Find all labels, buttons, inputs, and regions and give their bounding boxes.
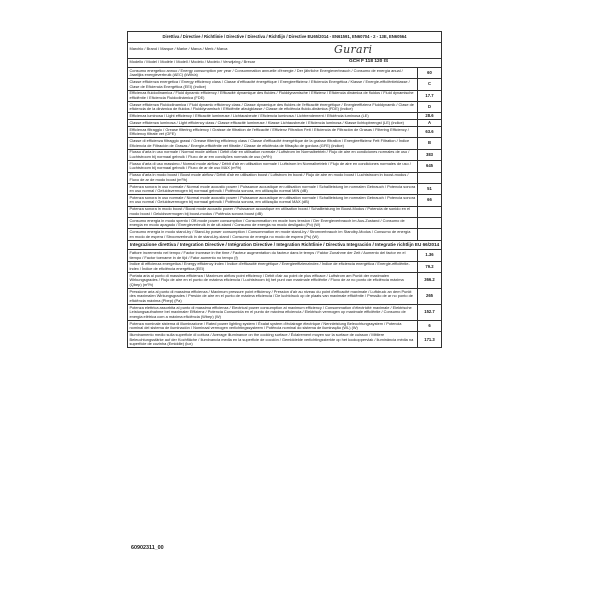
row-value	[417, 218, 441, 229]
row-value: 66	[417, 195, 441, 206]
row-value: D	[417, 102, 441, 113]
table-row	[128, 138, 442, 149]
row-label: Potenza sonora in uso normale / Normal mode acoustic power / Puissance acoustique en utilisation normale / Schallleistung im normalen Gebrauch / Potencia sonora en uso normal / Geluidsvermogen bij normaal gebruik / Potência sonora, em utilização normal MAX (dB)	[128, 195, 418, 206]
row-label: Flusso d'aria in modo boost / Boost mode airflow / Débit d'air en utilisation boost / Luftstrom im boost / Flujo de aire en modo boost / Luchtstroom in boost-modus / Fluxo de ar de modo boost (m³/h)	[128, 172, 418, 183]
row-label: Fattore incremento nel tempo / Factor increase in the time / Facteur augmentation du facteur dans le temps / Faktor Zunahme der Zeit / Aumento del factor en el tiempo / Factor toename in de tijd / Fator aumento no tempo (f)	[128, 250, 418, 261]
table-row	[128, 67, 442, 78]
row-label: Efficienza filtraggio / Grease filtering efficiency / Graisse de filtration de l'efficacité / Effizienz Filtration Fett / Eficiencia de Filtración de Grasas / Filtering Efficiency / Efficiency filtrate vet (GFE)	[128, 127, 418, 138]
row-label: Classe efficienza energetica / Energy efficiency class / Classe d'efficacité énergétique / Energieeffizienz / Eficiencia Energética / Klasse / Energie-efficiëntieklasse / Clase de Eficiencia Energética (EEI) (indice)	[128, 79, 418, 90]
table-row	[128, 332, 442, 348]
brand-label: Marchio / Brand / Marque / Marke / Marca / Merk / Marca	[129, 46, 228, 52]
table-row	[128, 229, 442, 240]
table-row	[128, 183, 442, 194]
row-label: Portata aria al punto di massima efficienza / Maximum airflow point efficiency / Débit d'air au point de plus efficace / Luftstrom am Punkt der maximalen Wirkungsgrades / Flujo de aire en el punto de máxima eficiencia / Luchtstroom bij het punt van maximale efficiëntie / Fluxo de ar no ponto de eficiência máxima (Qbep) (m³/h)	[128, 273, 418, 289]
row-label: Consumo energetico annuo / Energy consumption per year / Consommation annuelle d'énergie / Der jährliche Energieverbrauch / Consumo de energía anual / Jaarlijks energieverbruik (AEC) (kWh/a)	[128, 67, 418, 78]
row-label: Efficienza luminosa / Light efficiency / Efficacité lumineuse / Lichtausbeute / Eficiencia luminosa / Lichtrendement / Eficiência luminosa (LE)	[128, 113, 418, 120]
table-row	[128, 79, 442, 90]
table-row	[128, 321, 442, 332]
row-value: 63.6	[417, 127, 441, 138]
table-row	[128, 218, 442, 229]
row-value: 79.2	[417, 261, 441, 272]
table-row	[128, 195, 442, 206]
row-value: 171.3	[417, 332, 441, 348]
row-value: 60	[417, 67, 441, 78]
row-label: Classe di efficienza filtraggio grassi / Grease filtering efficiency class / Classe d'efficacité énergétique de la graisse filtration / Energieeffizienz Fett Filtration / Índice Eficiencia de Filtración de Grasas / Energie-efficiëntie vet filtratie / Classe de eficiência de filtração de gordura (GFE) (indice)	[128, 138, 418, 149]
table-row	[128, 206, 442, 217]
row-label: Illuminamento medio sulla superficie di cottura / Average illuminance on the cooking surface / Éclairement moyen sur la surface de cuisson / Mittlere Beleuchtungsstärke auf der Kochfläche / Iluminancia media en la superficie de cocción / Gemiddelde verlichtingssterkte op het kookoppervlak / Iluminância média na superfície de cozinha (Emiddle) (lux)	[128, 332, 418, 348]
row-label: Consumo energia in modo spento / Off-mode power consumption / Consommation en mode hors tension / Der Energieverbrauch im Aus-Zustand / Consumo de energía en modo apagado / Energieverbruik in de uit-stand / Consumo de energia no modo desligado (Po) (W)	[128, 218, 418, 229]
table-row	[128, 250, 442, 261]
table-row	[128, 127, 442, 138]
table-row	[128, 102, 442, 113]
row-value	[417, 206, 441, 217]
row-value: 28.6	[417, 113, 441, 120]
directive-header: Direttiva / Directive / Richtlinie / Directive / Directiva / Richtlijn / Directive EU65/2014 - EN61591, EN60704 - 2 - 13E, EN60564	[128, 32, 442, 43]
row-value: 1.36	[417, 250, 441, 261]
row-value	[417, 172, 441, 183]
row-label: Classe efficienza luminosa / Light efficiency class / Classe efficacité lumineuse / Klasse Lichtausbeute / Eficiencia luminosa / Klasse lichtopbrengst (LE) (indice)	[128, 120, 418, 127]
row-label: Flusso d'aria in uso normale / Normal mode airflow / Débit d'air en utilisation normale / Luftstrom im Normalbetrieb / Flujo de aire en condiciones normales de uso / Luchtstroom bij normaal gebruik / Fluxo de ar em condições normais de uso (m³/h)	[128, 149, 418, 160]
table-row	[128, 273, 442, 289]
row-value: C	[417, 79, 441, 90]
table-row	[128, 149, 442, 160]
table-row	[128, 172, 442, 183]
brand-logo: Gurari	[334, 42, 373, 56]
row-value: 6	[417, 321, 441, 332]
row-value: 366.2	[417, 273, 441, 289]
row-label: Potenza elettrica assorbita al punto di massima efficienza / Electrical power consumption at maximum efficiency / Consommation d'électricité maximale / Elektrische Leistungsaufnahme bei maximaler Effizienz / Potencia Consumida en el punto de máxima eficiencia / Elektrisch vermogen op maximale efficiëntie / Consumo de energia elétrica com a máxima eficiência (Wbep) (W)	[128, 305, 418, 321]
row-label: Potenza nominale sistema di illuminazione / Rated power lighting system / Éxalat system d'éclairage électrique / Nennleistung Beleuchtungssystem / Potencia nominal del sistema de iluminación / Nominaal vermogen verlichtingssysteem / Potência nominal do sistema de iluminação (WL) (W)	[128, 321, 418, 332]
table-row	[128, 261, 442, 272]
table-row	[128, 120, 442, 127]
row-value: 265	[417, 289, 441, 305]
row-value: 17.7	[417, 90, 441, 101]
row-label: Efficienza fluidodinamica / Fluid dynamic efficiency / Efficacité dynamique des fluides / Fluiddynamische / Effizienz / Eficiencia dinámica de fluidos / Fluid dynamische efficiëntie / Eficiencia Fluidodinámica (FDE)	[128, 90, 418, 101]
row-value: B	[417, 138, 441, 149]
table-row	[128, 305, 442, 321]
row-label: Consumo energia in modo stand-by / Stand-by power consumption / Consommation en mode stand-by / Stromverbrauch im Standby-Modus / Consumo de energía en modo de espera / Stroomverbruik in de stand-by-stand / Consumo de energia no modo de espera (Ps) (W)	[128, 229, 418, 240]
model-value: GCH F 118 120 IS	[349, 58, 389, 64]
row-value: 51	[417, 183, 441, 194]
row-label: Pressione aria al punto di massima efficienza / Maximum pressure point efficiency / Pression d'air au niveau du point d'efficacité maximale / Luftdruck an dem Punkt des maximalen Wirkungsgrades / Presión de aire en el punto de máxima eficiencia / De luchtdruck op de plaats van maximale efficiëntie / Pressão de ar no ponto de eficiência máxima (Pbep) (Pa)	[128, 289, 418, 305]
document-code: 60902311_00	[131, 545, 164, 551]
table-row	[128, 161, 442, 172]
brand-row	[128, 42, 442, 58]
model-label: Modello / Model / Modèle / Modell / Modelo / Modelo / Verwijzing / Brecar	[129, 59, 256, 65]
row-value	[417, 229, 441, 240]
table-row	[128, 90, 442, 101]
model-row	[128, 58, 442, 67]
row-value: 645	[417, 161, 441, 172]
row-label: Flusso d'aria di uso massimo / Normal mode airflow / Débit d'air en utilisation normale / Luftstrom im Normalbetrieb / Flujo de aire en condiciones normales de uso / Luchtstroom bij normaal gebruik / Fluxo de ar de uso MAX (m³/h)	[128, 161, 418, 172]
table-row	[128, 113, 442, 120]
table-row	[128, 289, 442, 305]
energy-data-table	[127, 31, 442, 348]
row-label: Classe efficienza Fluidodinamica / Fluid dynamic efficiency class / Classe dynamique des fluides de l'efficacité énergétique / Energieeffizienz Fluiddynamik / Clase de eficiencia de la dinámica de fluidos / Fluiddynamisch / Efficiëntie afzuigklasse / Classe de eficiência fluido-dinâmica (FDE) (indice)	[128, 102, 418, 113]
row-label: Potenza sonora in modo boost / Boost mode acoustic power / Puissance acoustique en utilisation boost / Schallleistung im Boost-Modus / Potencia de sonido en el modo boost / Geluidsvermogen bij boost-modus / Potência sonora boost (dB)	[128, 206, 418, 217]
row-value: 383	[417, 149, 441, 160]
row-value: A	[417, 120, 441, 127]
row-label: Indice di efficienza energetica / Energy efficiency index / Indice d'efficacité énergétique / Energieeffizienzindex / Índice de eficiencia energética / Energie-efficiëntie-index / Índice de eficiência energética (EEI)	[128, 261, 418, 272]
integration-directive-title: Integrazione direttiva / Integration Directive / Intégration Directive / Integration Richtlinie / Directiva Integración / Integratie richtlijn EU 66/2014	[128, 240, 442, 250]
energy-label-sheet	[127, 31, 442, 348]
row-value: 152.7	[417, 305, 441, 321]
row-label: Potenza sonora in uso normale / Normal mode acoustic power / Puissance acoustique en utilisation normale / Schallleistung im normalen Gebrauch / Potencia sonora en uso normal / Geluidsvermogen bij normaal gebruik / Potência sonora, em utilização normal MIN (dB)	[128, 183, 418, 194]
section-header-row	[128, 240, 442, 250]
